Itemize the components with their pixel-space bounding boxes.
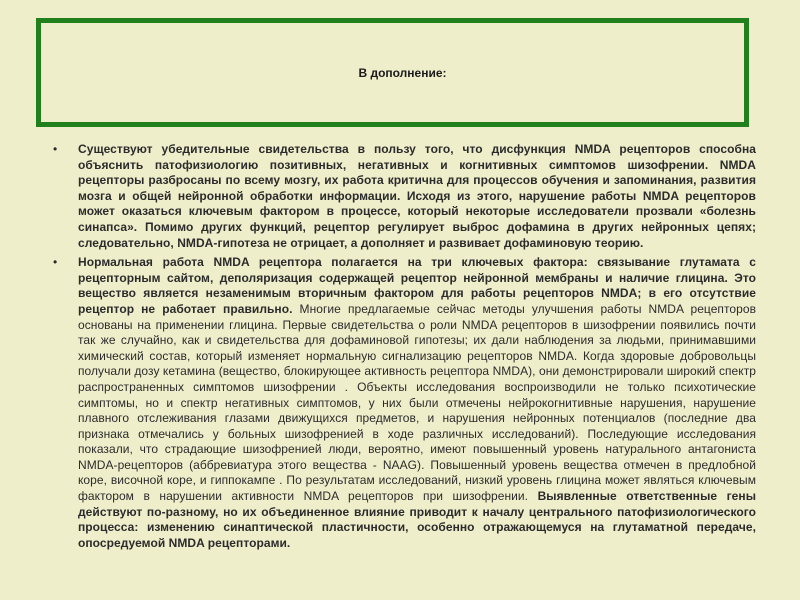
paragraph-2-bold-lead: Нормальная работа NMDA рецептора полагается на три ключевых фактора: связывание глутамата с рецепторным сайтом, деполяризация содержащей рецептор нейронной мембраны и наличие глицина. Это вещество является незаменимым вторичным фактором для работы рецепторов NMDA; в его отсутствие рецептор не работает правильно. — [78, 255, 756, 316]
bullet-dot-icon: • — [53, 142, 58, 156]
paragraph-2-body: Многие предлагаемые сейчас методы улучшения работы NMDA рецепторов основаны на применении глицина. Первые свидетельства о роли NMDA рецепторов в шизофрении появились почти так же случайно, как и свидетельства для дофаминовой гипотезы; их дали наблюдения за людьми, принимавшими химический состав, который изменяет нормальную сигнализацию рецепторов NMDA. Когда здоровые добровольцы получали дозу кетамина (вещество, блокирующее активность рецептора NMDA), они демонстрировали широкий спектр распространенных симптомов шизофрении . Объекты исследования воспроизводили не только психотические симптомы, но и спектр негативных симптомов, у них были отмечены нейрокогнитивные нарушения, нарушение плавного отслеживания глазами движущихся предметов, и нарушения нейронных потенциалов (последние два признака отмечались у больных шизофренией в ходе различных исследований). Последующие исследования показали, что страдающие шизофренией люди, вероятно, имеют повышенный уровень натурального антагониста NMDA-рецепторов (аббревиатура этого вещества - NAAG). Повышенный уровень вещества отмечен в предлобной коре, височной коре, и гиппокампе . По результатам исследований, низкий уровень глицина может являться ключевым фактором в нарушении активности NMDA рецепторов при шизофрении. — [78, 301, 756, 504]
bullet-dot-icon: • — [53, 255, 58, 270]
paragraph-1-text: Существуют убедительные свидетельства в пользу того, что дисфункция NMDA рецепторов способна объяснить патофизиологию позитивных, негативных и когнитивных симптомов шизофрении. NMDA рецепторы разбросаны по всему мозгу, их работа критична для процессов обучения и запоминания, развития мозга и общей нейронной обработки информации. Исходя из этого, нарушение работы NMDA рецепторов может оказаться ключевым фактором в процессе, который некоторые исследователи прозвали «болезнь синапса». Помимо других функций, рецептор регулирует выброс дофамина в других нейронных цепях; следовательно, NMDA-гипотеза не отрицает, а дополняет и развивает дофаминовую теорию. — [78, 142, 756, 250]
slide-title: В дополнение: — [358, 65, 447, 80]
bullet-item-2 — [52, 255, 756, 551]
bullet-item-1 — [52, 142, 756, 251]
bullet-list — [52, 142, 756, 555]
title-frame — [36, 18, 749, 127]
paragraph-2-bold-tail: Выявленные ответственные гены действуют по-разному, но их объединенное влияние приводит к началу центрального патофизиологического процесса: изменению синаптической пластичности, особенно отражающемуся на глутаматной передаче, опосредуемой NMDA рецепторами. — [78, 489, 756, 550]
